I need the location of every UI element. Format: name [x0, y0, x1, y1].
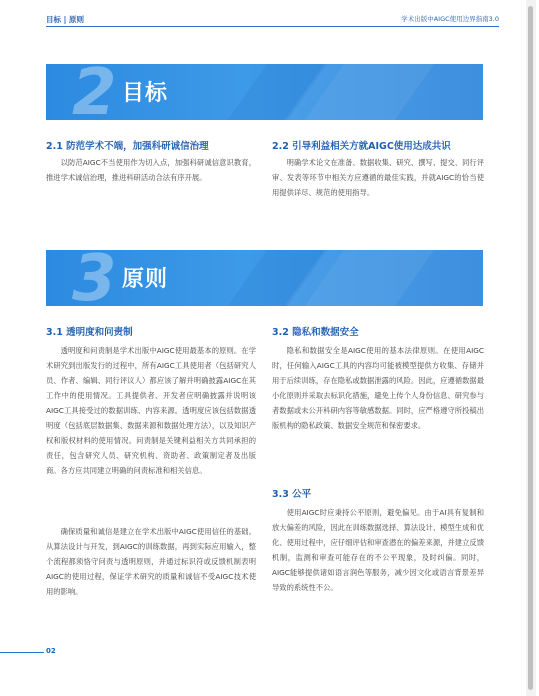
section-number: 2	[72, 64, 117, 120]
section-banner-goals	[46, 64, 483, 120]
page-number: 02	[46, 647, 56, 655]
paragraph-3-1-b: 确保质量和诚信是建立在学术出版中AIGC使用信任的基础。从算法设计与开发，到AIGC的训练数据，再到实际应用输入，整个流程都须恪守问责与透明原则，并通过标识符或反馈机制表明AIGC的使用过程，保证学术研究的质量和诚信不受AIGC技术使用的影响。	[46, 527, 256, 596]
paragraph-3-2: 隐私和数据安全是AIGC使用的基本法律原则。在使用AIGC时，任何输入AIGC工具的内容均可能被模型提供方收集、存储并用于后续训练，存在隐私或数据泄露的风险。因此，应遵循数据最小化原则并采取去标识化措施，避免上传个人身份信息、研究参与者数据或未公开科研内容等敏感数据。同时，应严格遵守所投稿出版机构的隐私政策、数据安全规范和保密要求。	[272, 346, 484, 430]
paragraph-3-3: 使用AIGC时应秉持公平原则，避免偏见。由于AI具有复制和放大偏差的风险，因此在训练数据选择、算法设计、模型生成和优化、使用过程中，应仔细评估和审查潜在的偏差来源，并建立反馈机制，监测和审查可能存在的不公平现象，及时纠偏。同时，AIGC能够提供诸如语言润色等服务，减少因文化或语言背景差异导致的系统性不公。	[272, 508, 484, 592]
heading-2-1: 2.1 防范学术不端，加强科研诚信治理	[46, 141, 209, 152]
header-divider	[46, 26, 499, 27]
section-number: 3	[72, 250, 117, 306]
section-banner-principles	[46, 250, 483, 306]
paragraph-2-2: 明确学术论文在准备、数据收集、研究、撰写、提交、同行评审、发表等环节中相关方应遵循的最佳实践，并就AIGC的恰当使用提供详尽、规范的使用指导。	[272, 158, 484, 197]
section-title: 原则	[122, 267, 169, 292]
paragraph-3-1-a: 透明度和问责制是学术出版中AIGC使用最基本的原则。在学术研究到出版发行的过程中，所有AIGC工具使用者（包括研究人员、作者、编辑、同行评议人）都应该了解并明确披露AIGC在其工作中的使用情况。工具提供者、开发者应明确披露并说明该AIGC工具接受过的数据训练、内容来源。透明度应该包括数据透明度（包括底层数据集、数据来源和数据处理方法），以及知识产权和版权材料的使用情况。问责制是关键利益相关方共同承担的责任，包含研究人员、研究机构、资助者、政策制定者及出版商。各方应共同建立明确的问责标准和相关信息。	[46, 346, 256, 475]
page-header-doc-title: 学术出版中AIGC使用边界指南3.0	[401, 15, 499, 23]
heading-3-1: 3.1 透明度和问责制	[46, 327, 133, 338]
page-header-section: 目标 | 原则	[46, 15, 84, 24]
section-title: 目标	[122, 81, 169, 106]
heading-3-2: 3.2 隐私和数据安全	[272, 327, 359, 338]
paragraph-2-1: 以防范AIGC不当使用作为切入点，加强科研诚信意识教育，推进学术诚信治理，推进科研活动合法有序开展。	[46, 158, 256, 182]
heading-2-2: 2.2 引导利益相关方就AIGC使用达成共识	[272, 141, 451, 152]
heading-3-3: 3.3 公平	[272, 489, 312, 500]
scrollbar-thumb[interactable]	[528, 6, 533, 690]
footer-divider	[0, 652, 44, 653]
